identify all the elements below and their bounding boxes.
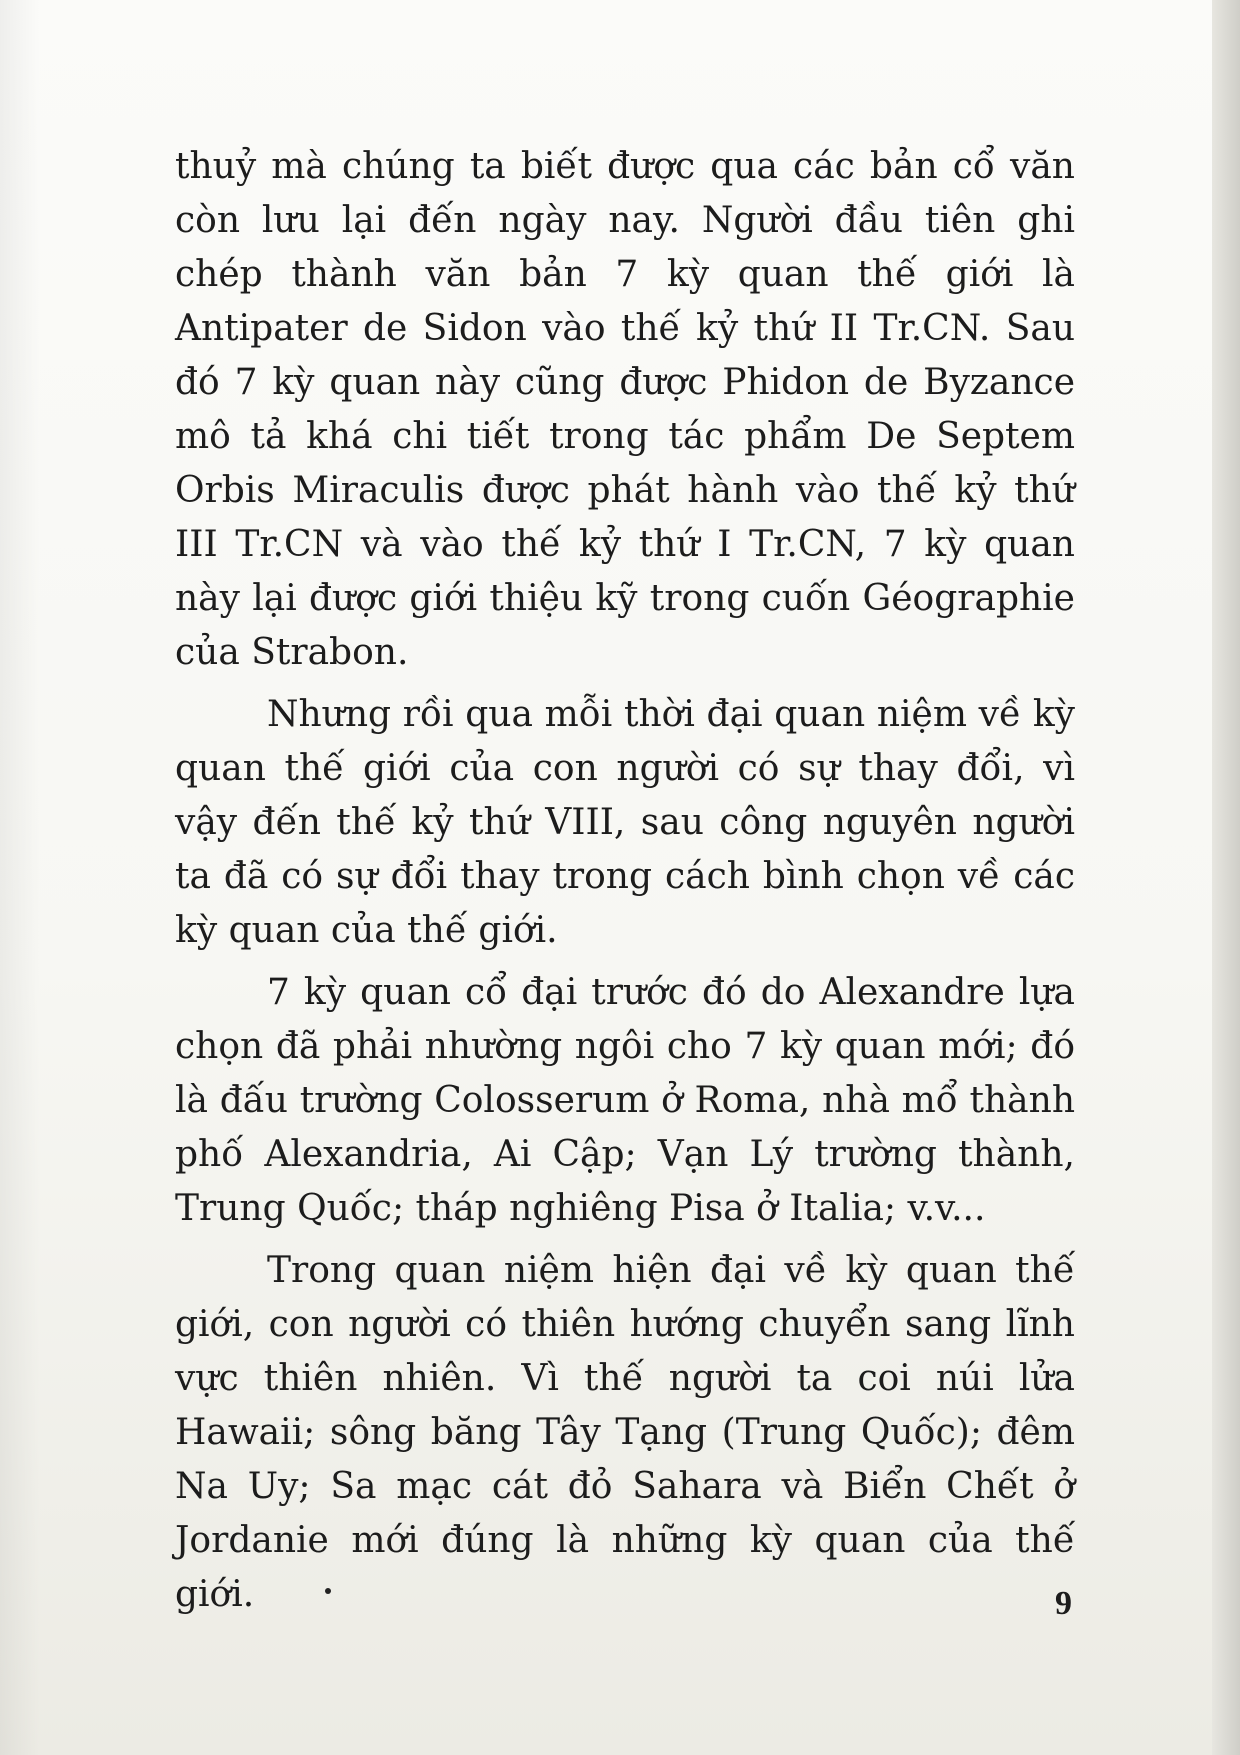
paragraph-3: 7 kỳ quan cổ đại trước đó do Alexandre lựa chọn đã phải nhường ngôi cho 7 kỳ quan mới; đó là đấu trường Colosserum ở Roma, nhà mổ thành phố Alexandria, Ai Cập; Vạn Lý trường thành, Trung Quốc; tháp nghiêng Pisa ở Italia; v.v... (175, 972, 1075, 1229)
paragraph-2: Nhưng rồi qua mỗi thời đại quan niệm về kỳ quan thế giới của con người có sự thay đổi, vì vậy đến thế kỷ thứ VIII, sau công nguyên người ta đã có sự đổi thay trong cách bình chọn về các kỳ quan của thế giới. (175, 694, 1075, 951)
paragraph-4: Trong quan niệm hiện đại về kỳ quan thế giới, con người có thiên hướng chuyển sang lĩnh vực thiên nhiên. Vì thế người ta coi núi lửa Hawaii; sông băng Tây Tạng (Trung Quốc); đêm Na Uy; Sa mạc cát đỏ Sahara và Biển Chết ở Jordanie mới đúng là những kỳ quan của thế giới. (175, 1250, 1075, 1615)
ink-dot (325, 1588, 331, 1594)
body-text (175, 140, 1075, 1630)
paragraph-1: thuỷ mà chúng ta biết được qua các bản cổ văn còn lưu lại đến ngày nay. Người đầu tiên ghi chép thành văn bản 7 kỳ quan thế giới là Antipater de Sidon vào thế kỷ thứ II Tr.CN. Sau đó 7 kỳ quan này cũng được Phidon de Byzance mô tả khá chi tiết trong tác phẩm De Septem Orbis Miraculis được phát hành vào thế kỷ thứ III Tr.CN và vào thế kỷ thứ I Tr.CN, 7 kỳ quan này lại được giới thiệu kỹ trong cuốn Géographie của Strabon. (175, 146, 1075, 673)
page-edge-shadow (1212, 0, 1240, 1755)
page-number: 9 (1055, 1585, 1072, 1622)
